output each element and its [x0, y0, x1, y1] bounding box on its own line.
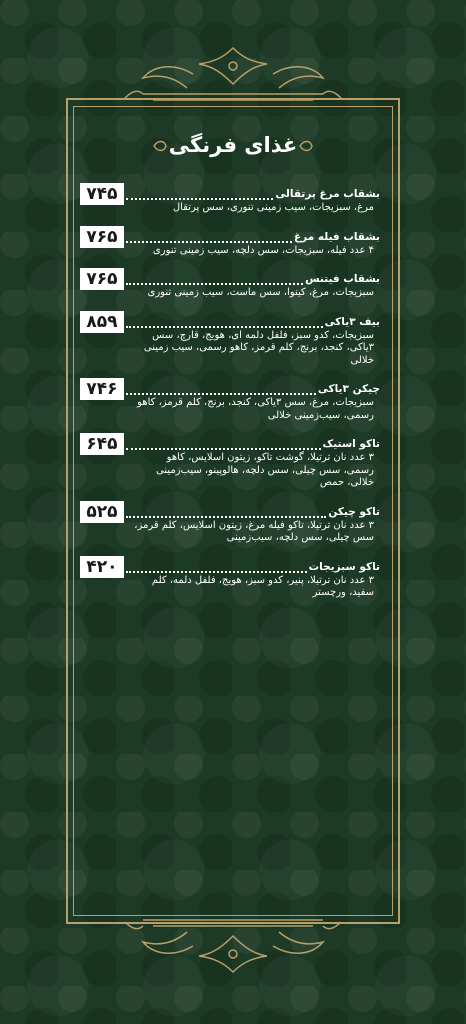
item-name: تاکو استیک: [322, 438, 380, 450]
dotted-leader: [126, 231, 292, 243]
item-description: ۳ عدد نان ترتیلا، تاکو فیله مرغ، زیتون اسلایس، کلم قرمز، سس چیلی، سس دلچه، سیب‌زمینی: [134, 519, 374, 543]
bottom-ornament: [0, 912, 466, 976]
menu-title: غذای فرنگی: [168, 133, 298, 157]
item-price: ۶۴۵: [80, 433, 124, 455]
dotted-leader: [126, 316, 323, 328]
dotted-leader: [126, 561, 307, 573]
item-name: بشقاب فیتنس: [305, 273, 380, 285]
item-price: ۸۵۹: [80, 311, 124, 333]
menu-item: [80, 377, 380, 422]
item-price: ۷۴۶: [80, 378, 124, 400]
menu-item: [80, 432, 380, 490]
item-description: مرغ، سبزیجات، سیب زمینی تنوری، سس پرتقال: [172, 202, 374, 213]
dotted-leader: [126, 438, 321, 450]
item-price: ۵۲۵: [80, 501, 124, 523]
menu-item: [80, 225, 380, 258]
item-description: ۳ عدد نان ترتیلا، گوشت تاکو، زیتون اسلایس، کاهو رسمی، سس چیلی، سس دلچه، هالوپینو، سیب‌زمینی خلالی، حمص: [155, 452, 374, 488]
dotted-leader: [126, 506, 326, 518]
dotted-leader: [126, 188, 273, 200]
item-description: ۴ عدد فیله، سبزیجات، سس دلچه، سیب زمینی تنوری: [152, 244, 374, 256]
menu-item: [80, 267, 380, 300]
item-price: ۷۶۵: [80, 268, 124, 290]
menu-title-box: [150, 128, 316, 170]
item-description: ۳ عدد نان ترتیلا، پنیر، کدو سبز، هویج، فلفل دلمه، کلم سفید، ورچستر: [151, 574, 374, 598]
menu-item: [80, 310, 380, 368]
menu-items-list: [80, 182, 380, 610]
item-name: بیف ۳یاکی: [324, 315, 380, 328]
item-name: تاکو چیکن: [328, 505, 380, 518]
item-description: سبزیجات، مرغ، سس ۳یاکی، کنجد، برنج، کلم قرمز، کاهو رسمی، سیب‌زمینی خلالی: [137, 397, 374, 421]
item-price: ۴۲۰: [80, 556, 124, 578]
top-ornament: [0, 44, 466, 108]
item-description: سبزیجات، کدو سبز، فلفل دلمه ای، هویج، قارچ، سس ۳یاکی، کنجد، برنج، کلم قرمز، کاهو رسمی، سیب زمینی خلالی: [143, 329, 374, 366]
item-description: سبزیجات، مرغ، کینوا، سس ماست، سیب زمینی تنوری: [147, 287, 374, 298]
dotted-leader: [126, 273, 303, 285]
item-name: تاکو سبزیجات: [308, 560, 380, 573]
item-price: ۷۴۵: [80, 183, 124, 205]
title-flourish-left-icon: [152, 138, 168, 154]
item-name: بشقاب فیله مرغ: [293, 230, 380, 243]
item-name: بشقاب مرغ پرتقالی: [275, 188, 380, 200]
item-price: ۷۶۵: [80, 226, 124, 248]
menu-item: [80, 182, 380, 215]
item-name: چیکن ۳یاکی: [317, 383, 380, 395]
dotted-leader: [126, 383, 316, 395]
menu-item: [80, 500, 380, 545]
title-flourish-right-icon: [298, 138, 314, 154]
menu-item: [80, 555, 380, 600]
